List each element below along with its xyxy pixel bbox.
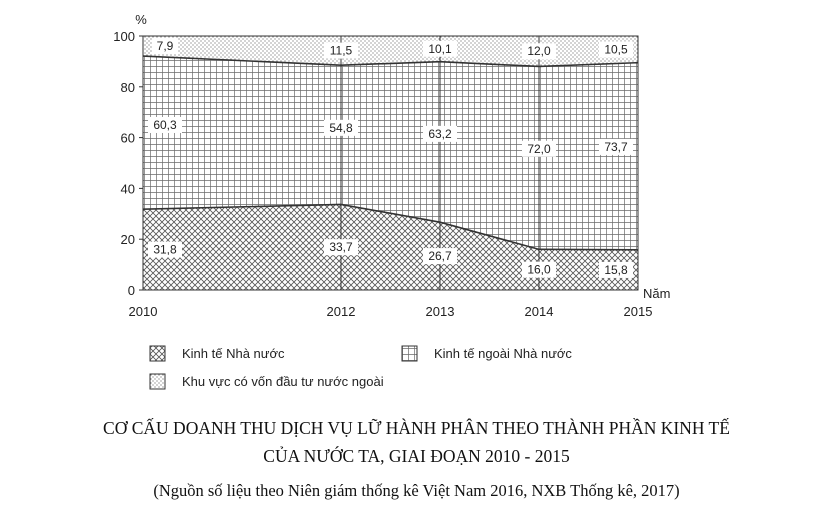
legend-swatch-1 — [150, 346, 165, 361]
legend-swatch-3 — [150, 374, 165, 389]
legend-label-3: Khu vực có vốn đầu tư nước ngoài — [182, 374, 384, 389]
y-tick-label: 0 — [127, 283, 135, 298]
legend-label-2: Kinh tế ngoài Nhà nước — [434, 346, 572, 361]
legend-swatch-2 — [402, 346, 417, 361]
data-label: 73,7 — [604, 139, 628, 154]
data-label: 11,5 — [329, 43, 353, 58]
data-label: 72,0 — [527, 141, 551, 156]
y-tick-label: 40 — [120, 181, 135, 197]
x-tick-label: 2013 — [425, 304, 455, 319]
chart-source: (Nguồn số liệu theo Niên giám thống kê Việt Nam 2016, NXB Thống kê, 2017) — [153, 481, 680, 500]
x-tick-label: 2012 — [326, 304, 356, 319]
data-label: 16,0 — [527, 262, 551, 277]
y-tick-label: 100 — [113, 29, 135, 44]
data-label: 10,5 — [604, 42, 628, 57]
data-label: 31,8 — [153, 242, 177, 257]
y-tick-label: 20 — [120, 232, 135, 248]
x-tick-label: 2015 — [623, 304, 653, 319]
chart-title: CƠ CẤU DOANH THU DỊCH VỤ LỮ HÀNH PHÂN THEO THÀNH PHẦN KINH TẾ — [103, 418, 730, 438]
x-tick-label: 2010 — [128, 304, 158, 319]
x-unit-label: Năm — [643, 286, 671, 301]
y-tick-label: 60 — [120, 130, 135, 146]
y-tick-label: 80 — [120, 79, 135, 95]
data-label: 10,1 — [428, 41, 452, 56]
legend-label-1: Kinh tế Nhà nước — [182, 346, 285, 361]
data-label: 26,7 — [428, 249, 452, 264]
chart-title-line2: CỦA NƯỚC TA, GIAI ĐOẠN 2010 - 2015 — [263, 446, 570, 466]
data-label: 15,8 — [604, 262, 628, 277]
data-label: 33,7 — [329, 240, 353, 255]
y-unit-label: % — [135, 12, 147, 27]
data-label: 63,2 — [428, 126, 452, 141]
data-label: 7,9 — [156, 39, 174, 54]
data-label: 12,0 — [527, 44, 551, 59]
data-label: 60,3 — [153, 117, 177, 132]
x-tick-label: 2014 — [524, 304, 554, 319]
data-label: 54,8 — [329, 120, 353, 135]
